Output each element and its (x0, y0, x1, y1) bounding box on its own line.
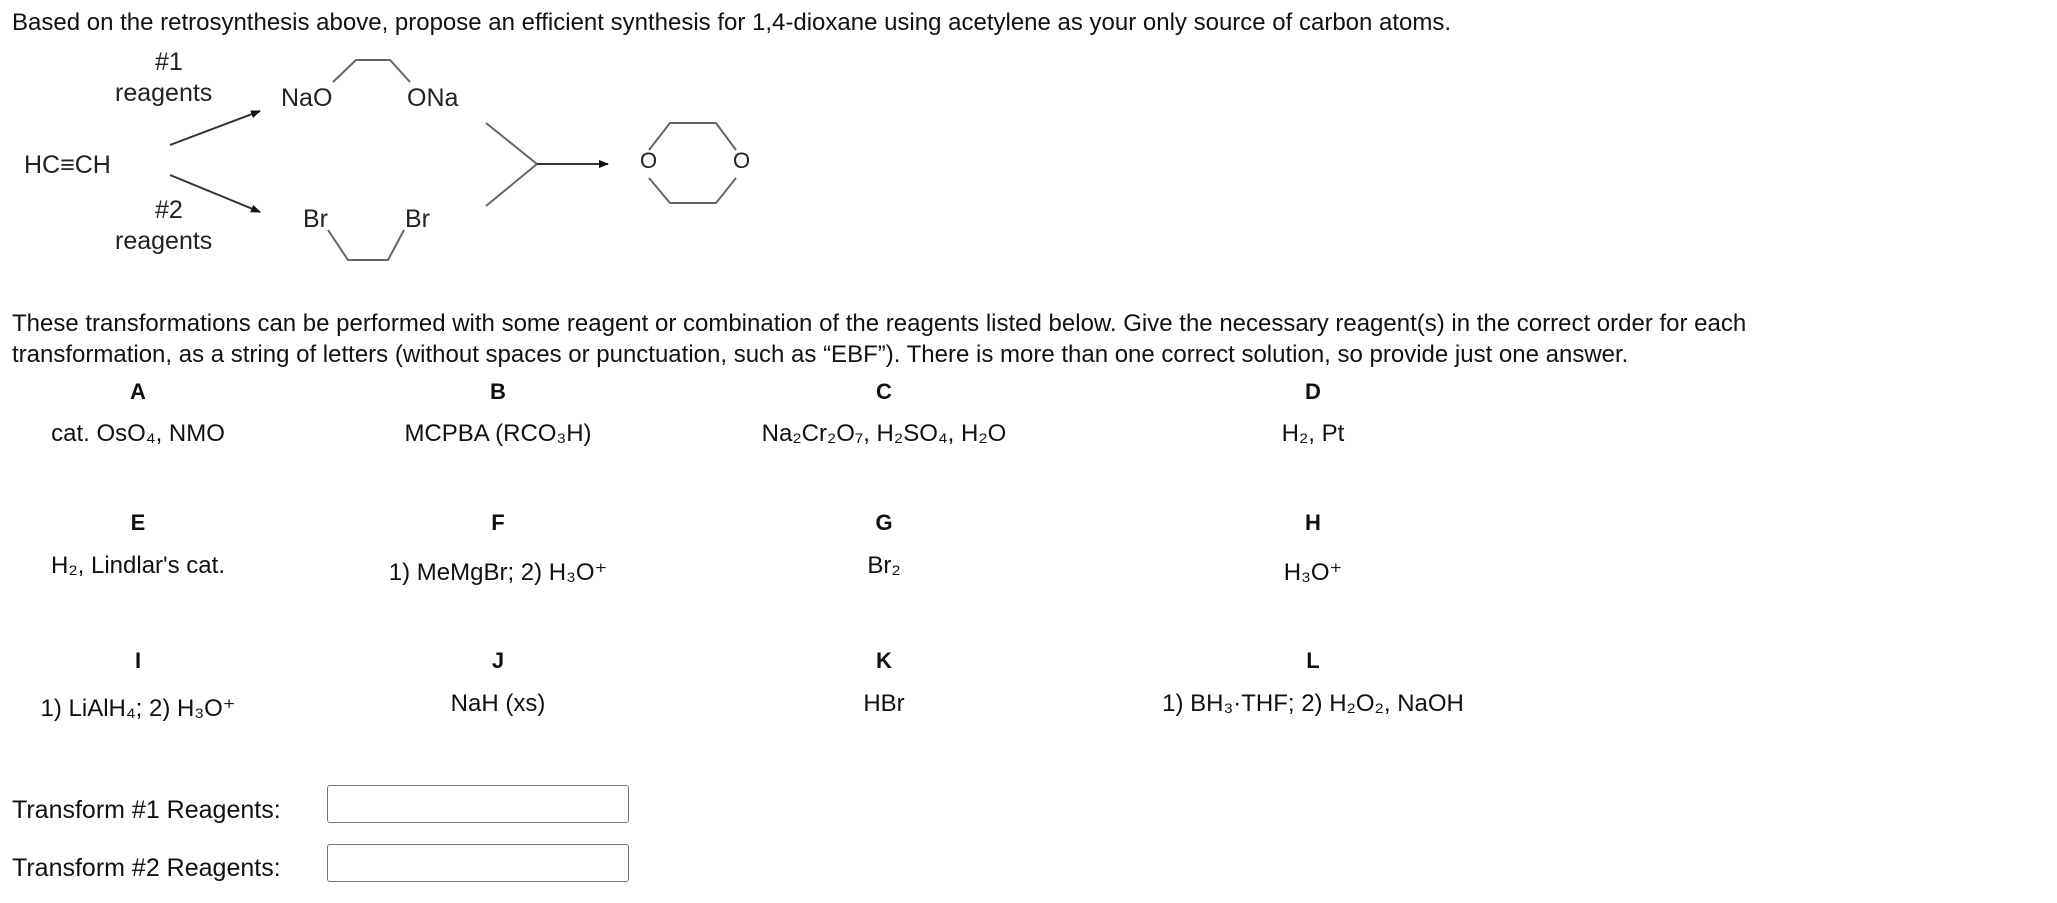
reagent-b: MCPBA (RCO₃H) (404, 420, 592, 447)
converge-bottom (486, 164, 537, 206)
reagent-g: Br₂ (867, 552, 901, 579)
reagent-i: 1) LiAlH₄; 2) H₃O⁺ (40, 695, 236, 722)
dioxane-ring (649, 123, 736, 203)
reagent-letter-g: G (875, 510, 893, 535)
reagent-letter-i: I (134, 648, 142, 673)
instructions-line-2: transformation, as a string of letters (without spaces or punctuation, such as “EBF”). There is more than one correct solution, so provide just one answer. (12, 341, 1629, 368)
dioxane-oxygen-left: O (640, 148, 658, 173)
dioxane-oxygen-right: O (733, 148, 751, 173)
reagent-letter-j: J (491, 648, 505, 673)
alkoxide-left-label: NaO (281, 84, 333, 112)
dibromide-bonds (328, 230, 404, 260)
reagent-f: 1) MeMgBr; 2) H₃O⁺ (388, 559, 608, 586)
arrow-to-alkoxide (170, 111, 260, 145)
step1-reagents-label: reagents (115, 79, 213, 107)
acetylene-formula: HC≡CH (24, 151, 111, 179)
reagent-letter-b: B (490, 379, 506, 404)
instructions-line-1: These transformations can be performed with some reagent or combination of the reagents listed below. Give the necessary reagent(s) in the correct order for each (12, 310, 1747, 337)
bromide-left-label: Br (303, 205, 328, 233)
reagent-a: cat. OsO₄, NMO (51, 420, 225, 447)
transform1-reagents-input[interactable] (327, 785, 629, 823)
reagent-letter-a: A (130, 379, 146, 404)
reagent-e: H₂, Lindlar's cat. (51, 552, 225, 579)
reagent-letter-c: C (876, 379, 892, 404)
reagent-h: H₃O⁺ (1283, 559, 1343, 586)
reagent-letter-l: L (1306, 648, 1320, 673)
alkoxide-right-label: ONa (407, 84, 459, 112)
transform1-label: Transform #1 Reagents: (12, 796, 281, 824)
transform2-reagents-input[interactable] (327, 844, 629, 882)
question-prompt: Based on the retrosynthesis above, propose an efficient synthesis for 1,4-dioxane using acetylene as your only source of carbon atoms. (12, 9, 1452, 36)
reagent-j: NaH (xs) (450, 690, 546, 717)
reagent-letter-e: E (130, 510, 146, 535)
reagent-letter-f: F (491, 510, 505, 535)
reagent-c: Na₂Cr₂O₇, H₂SO₄, H₂O (761, 420, 1007, 447)
reagent-letter-d: D (1305, 379, 1321, 404)
alkoxide-bonds (333, 60, 410, 82)
step2-reagents-label: reagents (115, 227, 213, 255)
reagent-letter-h: H (1305, 510, 1321, 535)
arrow-to-dibromide (170, 175, 260, 212)
reagent-k: HBr (863, 690, 905, 717)
reagent-l: 1) BH₃·THF; 2) H₂O₂, NaOH (1162, 690, 1464, 717)
step2-number: #2 (155, 196, 183, 224)
transform2-label: Transform #2 Reagents: (12, 854, 281, 882)
reagent-d: H₂, Pt (1281, 420, 1345, 447)
converge-top (486, 123, 537, 164)
bromide-right-label: Br (405, 205, 430, 233)
reagent-letter-k: K (876, 648, 892, 673)
step1-number: #1 (155, 48, 183, 76)
